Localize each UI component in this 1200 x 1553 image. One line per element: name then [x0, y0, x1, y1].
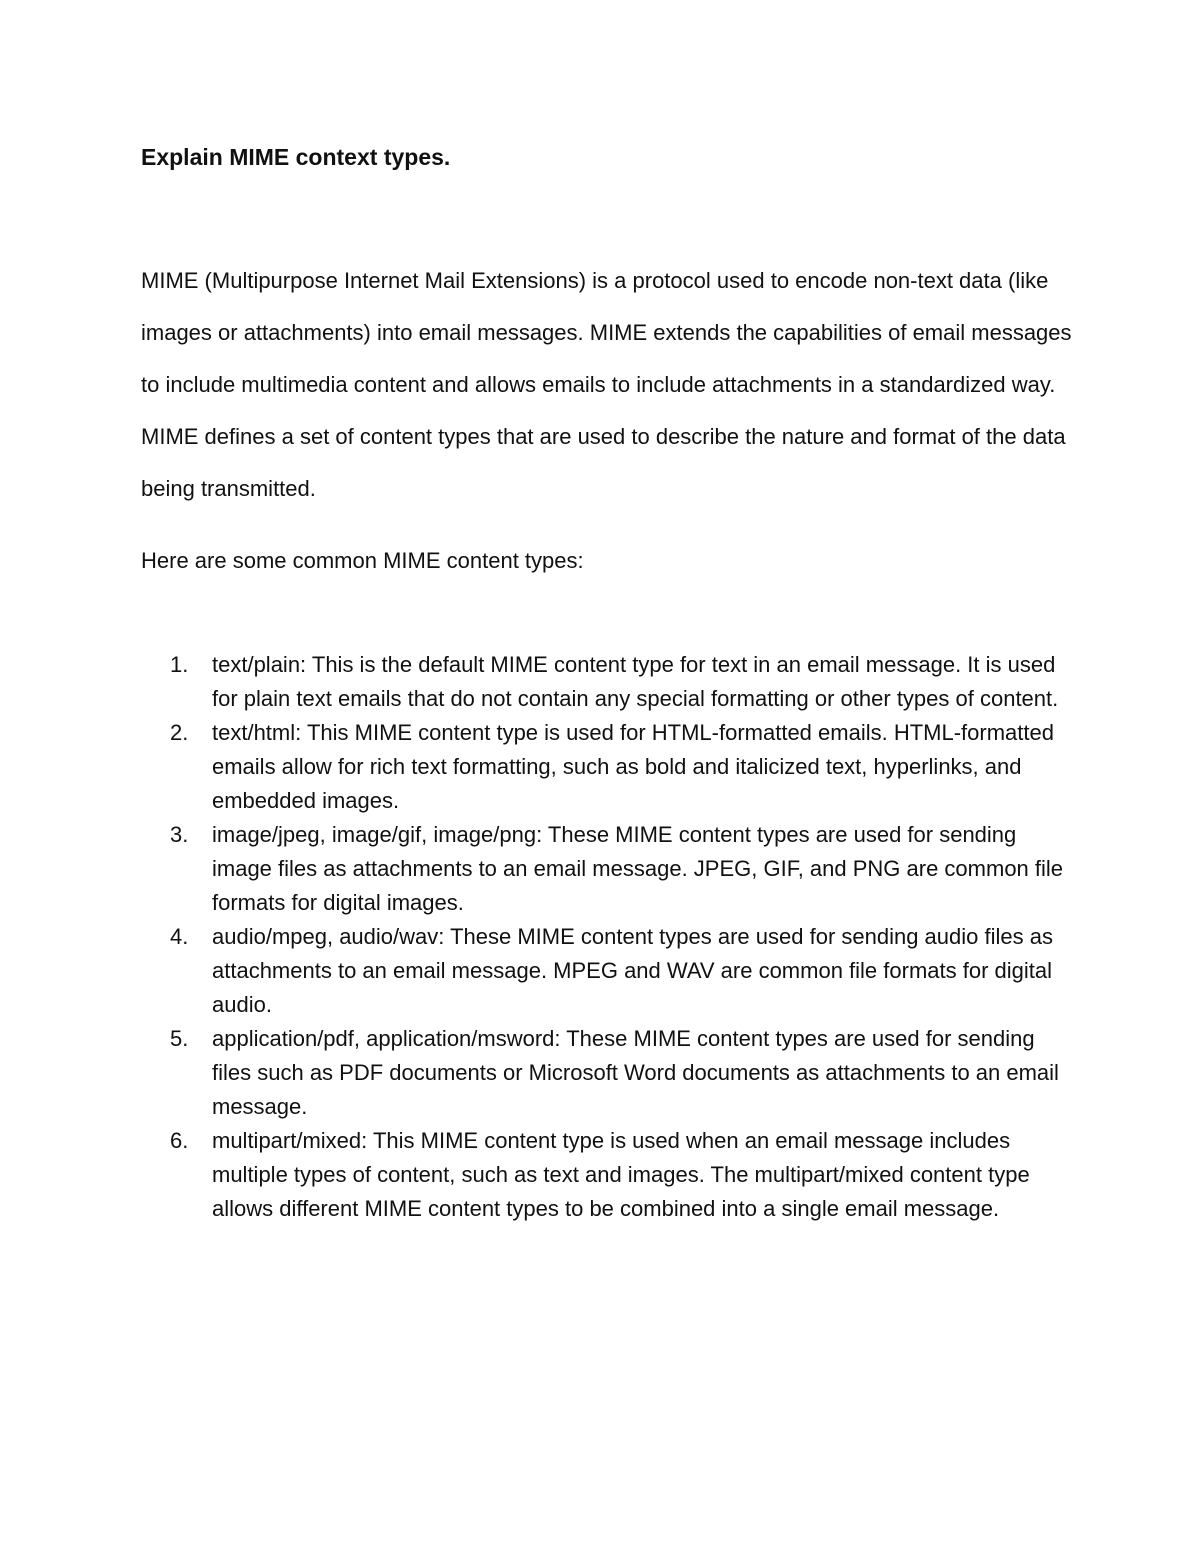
list-item-text: image/jpeg, image/gif, image/png: These MIME content types are used for sending image files as attachments to an email message. JPEG, GIF, and PNG are common file formats for digital images. [212, 822, 1064, 915]
document-title: Explain MIME context types. [141, 144, 451, 170]
list-item [0, 1124, 1072, 1226]
list-item-number: 5. [170, 1026, 189, 1051]
list-item [0, 818, 1072, 920]
list-item-number: 3. [170, 822, 189, 847]
list-item-text: text/plain: This is the default MIME content type for text in an email message. It is used for plain text emails that do not contain any special formatting or other types of content. [212, 652, 1059, 711]
list-item-number: 1. [170, 652, 189, 677]
list-item-text: text/html: This MIME content type is used for HTML-formatted emails. HTML-formatted emails allow for rich text formatting, such as bold and italicized text, hyperlinks, and embedded images. [212, 720, 1054, 813]
list-item-number: 6. [170, 1128, 189, 1153]
intro-paragraph: MIME (Multipurpose Internet Mail Extensions) is a protocol used to encode non-text data (like images or attachments) into email messages. MIME extends the capabilities of email messages to include multimedia content and allows emails to include attachments in a standardized way. MIME defines a set of content types that are used to describe the nature and format of the data being transmitted. [141, 268, 1072, 501]
list-item-number: 2. [170, 720, 189, 745]
list-item-text: application/pdf, application/msword: These MIME content types are used for sending files such as PDF documents or Microsoft Word documents as attachments to an email message. [212, 1026, 1059, 1119]
list-item [0, 716, 1072, 818]
list-item [0, 648, 1072, 716]
list-item [0, 1022, 1072, 1124]
list-item-number: 4. [170, 924, 189, 949]
mime-types-list [0, 648, 1200, 1226]
list-lead-text: Here are some common MIME content types: [141, 548, 584, 573]
list-item [0, 920, 1072, 1022]
list-item-text: multipart/mixed: This MIME content type is used when an email message includes multiple types of content, such as text and images. The multipart/mixed content type allows different MIME content types to be combined into a single email message. [212, 1128, 1030, 1221]
list-item-text: audio/mpeg, audio/wav: These MIME content types are used for sending audio files as attachments to an email message. MPEG and WAV are common file formats for digital audio. [212, 924, 1053, 1017]
